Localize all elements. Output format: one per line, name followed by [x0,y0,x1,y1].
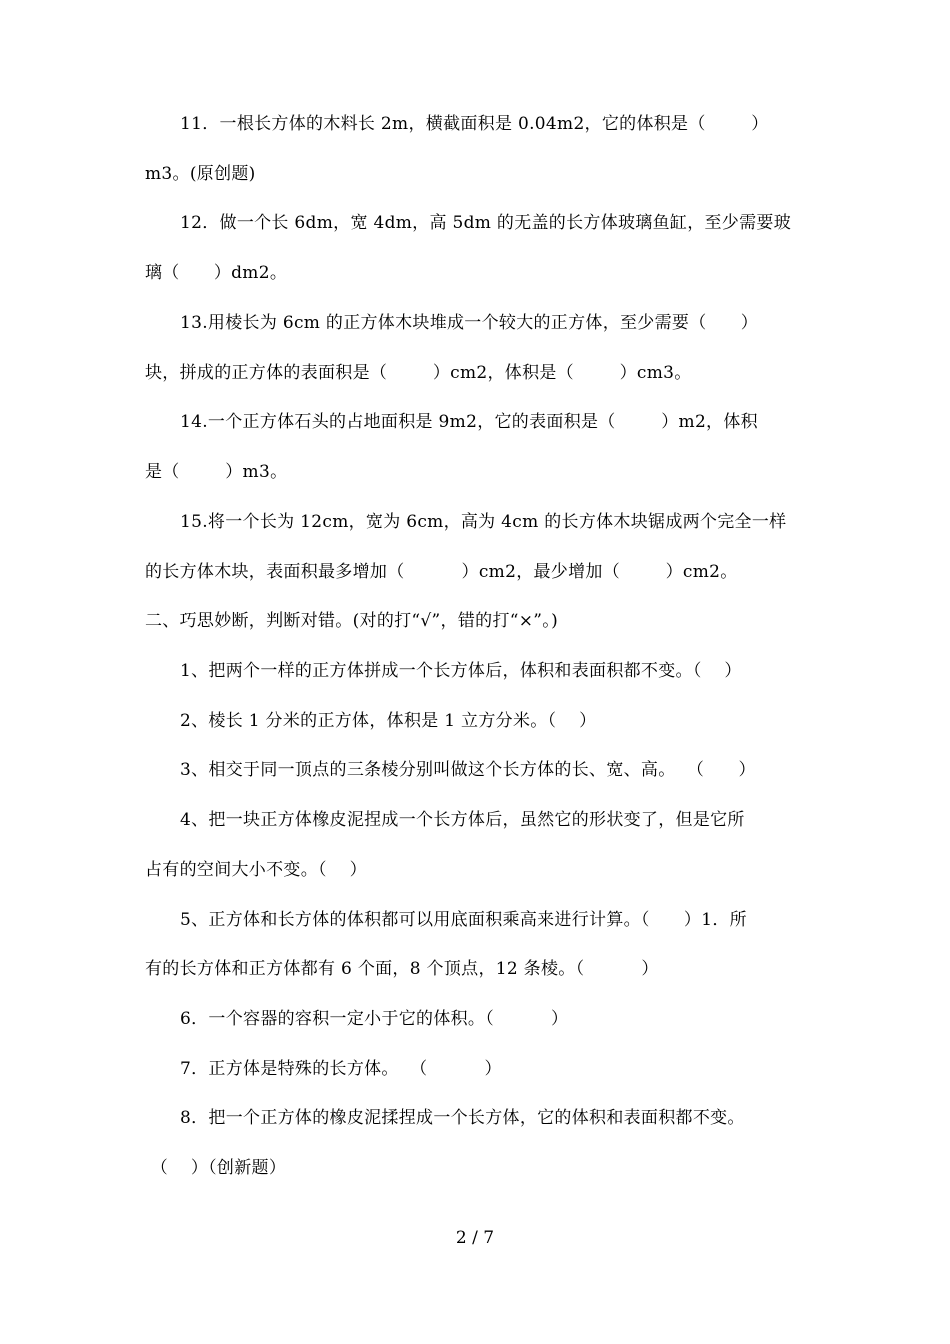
question-14-line-1: 14.一个正方体石头的占地面积是 9m2，它的表面积是（ ）m2，体积 [180,412,758,432]
question-13-line-1: 13.用棱长为 6cm 的正方体木块堆成一个较大的正方体，至少需要（ ） [180,313,759,333]
question-12-line-1: 12．做一个长 6dm，宽 4dm，高 5dm 的无盖的长方体玻璃鱼缸，至少需要玻 [180,213,792,233]
question-11-line-2: m3。(原创题) [145,164,256,184]
judge-item-2: 2、棱长 1 分米的正方体，体积是 1 立方分米。（ ） [180,711,597,731]
judge-item-8-line-1: 8．把一个正方体的橡皮泥揉捏成一个长方体，它的体积和表面积都不变。 [180,1108,745,1128]
question-15-line-1: 15.将一个长为 12cm，宽为 6cm，高为 4cm 的长方体木块锯成两个完全一样 [180,512,787,532]
question-15-line-2: 的长方体木块，表面积最多增加（ ）cm2，最少增加（ ）cm2。 [145,562,738,582]
judge-item-4-line-1: 4、把一块正方体橡皮泥捏成一个长方体后，虽然它的形状变了，但是它所 [180,810,745,830]
question-11-line-1: 11．一根长方体的木料长 2m，横截面积是 0.04m2，它的体积是（ ） [180,114,769,134]
judge-item-8-line-2: （ ）（创新题） [145,1158,287,1178]
judge-item-7: 7．正方体是特殊的长方体。 （ ） [180,1059,502,1079]
question-13-line-2: 块，拼成的正方体的表面积是（ ）cm2，体积是（ ）cm3。 [145,363,692,383]
judge-item-1: 1、把两个一样的正方体拼成一个长方体后，体积和表面积都不变。（ ） [180,661,742,681]
judge-item-4-line-2: 占有的空间大小不变。（ ） [145,860,367,880]
question-14-line-2: 是（ ）m3。 [145,462,288,482]
judge-item-6: 6．一个容器的容积一定小于它的体积。（ ） [180,1009,569,1029]
judge-item-5-line-1: 5、正方体和长方体的体积都可以用底面积乘高来进行计算。（ ）1．所 [180,910,747,930]
judge-item-3: 3、相交于同一顶点的三条棱分别叫做这个长方体的长、宽、高。 （ ） [180,760,756,780]
section-heading: 二、巧思妙断，判断对错。(对的打“√”，错的打“×”。) [145,611,559,631]
question-12-line-2: 璃（ ）dm2。 [145,263,288,283]
page-number: 2 / 7 [455,1228,495,1248]
judge-item-5-line-2: 有的长方体和正方体都有 6 个面，8 个顶点，12 条棱。（ ） [145,959,659,979]
